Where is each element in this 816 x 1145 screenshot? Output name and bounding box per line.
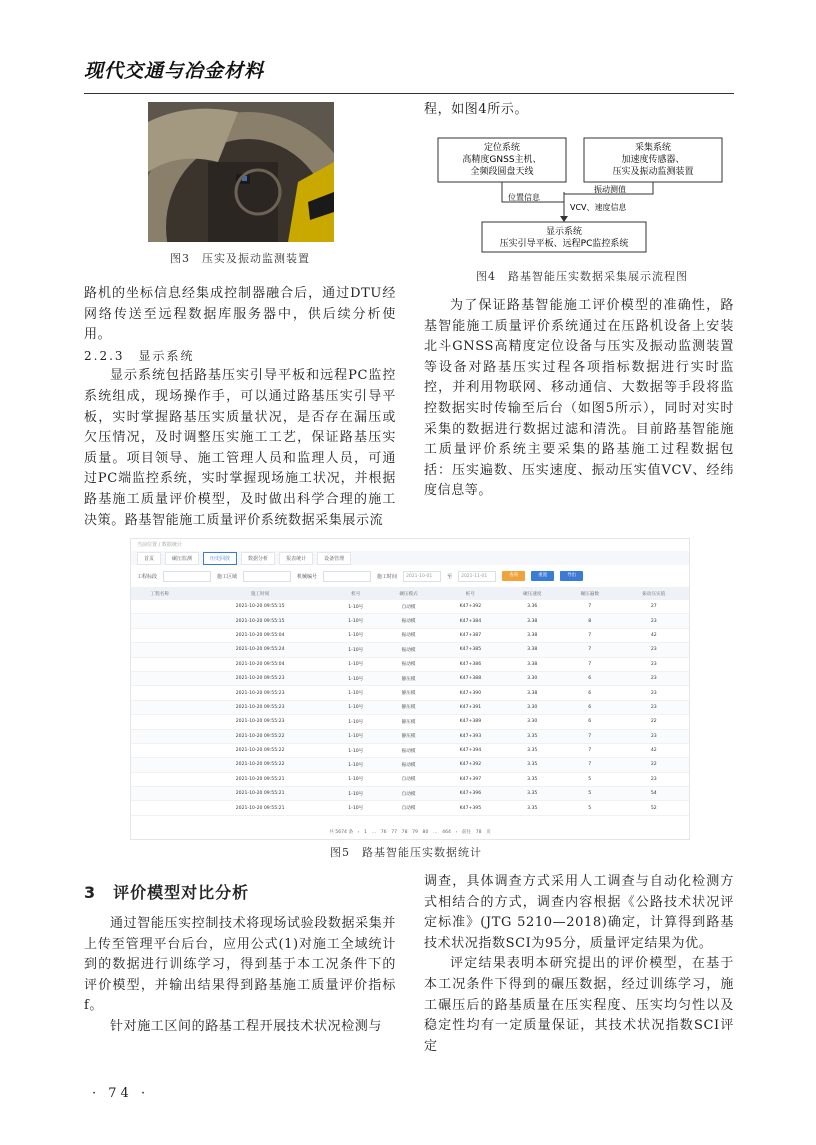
label-vibration: 振动测值 [594, 185, 626, 194]
table-cell: 3.38 [504, 614, 562, 628]
section-3-right-paragraph-1: 调查，具体调查方式采用人工调查与自动化检测方式相结合的方式，调查内容根据《公路技术状况评定标准》(JTG 5210—2018)确定，计算得到路基技术状况指数SCI为95分，质量评定结果为优。 [424, 874, 734, 951]
table-cell: 7 [561, 657, 619, 671]
display-system-line2: 压实引导平板、远程PC监控系统 [499, 239, 629, 249]
table-cell: 1-10号 [332, 729, 380, 743]
screenshot-tabs [131, 551, 689, 565]
col-header: 工程名称 [131, 587, 189, 600]
table-cell: 1-10号 [332, 657, 380, 671]
table-cell: 7 [561, 729, 619, 743]
position-system-line3: 全频段圆盘天线 [470, 167, 534, 177]
table-cell: 静压模 [380, 700, 438, 714]
section-3-right-paragraph-2: 评定结果表明本研究提出的评价模型，在基于本工况条件下得到的碾压数据，经过训练学习，施工碾压后的路基质量在压实程度、压实均匀性以及稳定性均有一定质量保证，其技术状况指数SCI评定 [424, 956, 734, 1054]
table-cell: 1-10号 [332, 715, 380, 729]
left-paragraph-1: 路机的坐标信息经集成控制器融合后，通过DTU经网络传送至远程数据库服务器中，供后续分析使用。 [84, 286, 396, 343]
table-cell [131, 686, 189, 700]
screenshot-tab: 历史回放 [203, 552, 237, 565]
table-cell: 1-10号 [332, 600, 380, 614]
table-cell: 3.38 [504, 643, 562, 657]
table-cell [131, 700, 189, 714]
section-3-paragraph-2: 针对施工区间的路基工程开展技术状况检测与 [110, 1018, 383, 1034]
table-cell: K47+392 [437, 600, 503, 614]
figure-4-caption: 图4 路基智能压实数据采集展示流程图 [476, 270, 688, 283]
table-cell [131, 743, 189, 757]
screenshot-filters [131, 565, 689, 587]
header-rule [84, 93, 734, 94]
table-cell: 2021-10-20 09:55:23 [189, 671, 332, 685]
table-cell: 5 [561, 787, 619, 801]
table-cell: 2021-10-20 09:55:21 [189, 787, 332, 801]
table-cell: 6 [561, 700, 619, 714]
table-row [131, 614, 689, 628]
compactor-drum-image [148, 102, 334, 242]
table-cell [131, 729, 189, 743]
table-cell [131, 671, 189, 685]
table-cell: 1-10号 [332, 643, 380, 657]
figure-5-caption: 图5 路基智能压实数据统计 [330, 846, 482, 859]
table-cell: 7 [561, 628, 619, 642]
table-cell: K47+396 [437, 787, 503, 801]
table-cell: 3.35 [504, 729, 562, 743]
table-cell: 52 [619, 801, 690, 815]
screenshot-tab: 首页 [137, 552, 161, 565]
table-cell: 2021-10-20 09:55:22 [189, 743, 332, 757]
table-cell: 2021-10-20 09:55:22 [189, 758, 332, 772]
table-cell: 27 [619, 600, 690, 614]
table-cell: 静压模 [380, 715, 438, 729]
table-cell: 1-10号 [332, 787, 380, 801]
table-cell: 3.36 [504, 600, 562, 614]
table-cell: 23 [619, 643, 690, 657]
table-cell: 7 [561, 758, 619, 772]
table-cell: 7 [561, 643, 619, 657]
table-cell: 振动模 [380, 657, 438, 671]
filter-select [163, 571, 211, 582]
table-row [131, 657, 689, 671]
table-cell: 静压模 [380, 671, 438, 685]
screenshot-breadcrumb: 当前位置 / 数据统计 [137, 542, 182, 548]
table-cell [131, 715, 189, 729]
table-cell: 振动模 [380, 743, 438, 757]
table-cell: 1-10号 [332, 801, 380, 815]
table-cell: 23 [619, 700, 690, 714]
table-cell: 3.35 [504, 772, 562, 786]
table-cell: 3.38 [504, 628, 562, 642]
right-paragraph-1: 为了保证路基智能施工评价模型的准确性，路基智能施工质量评价系统通过在压路机设备上安装北斗GNSS高精度定位设备与压实及振动监测装置等设备对路基压实过程各项指标数据进行实时监控，并利用物联网、移动通信、大数据等手段将监控数据实时传输至后台（如图5所示），同时对实时采集的数据进行数据过滤和清洗。目前路基智能施工质量评价系统主要采集的路基施工过程数据包括：压实遍数、压实速度、振动压实值VCV、经纬度信息等。 [424, 298, 734, 499]
table-cell: 1-10号 [332, 758, 380, 772]
table-cell: 2021-10-20 09:55:24 [189, 643, 332, 657]
table-cell: 2021-10-20 09:55:22 [189, 729, 332, 743]
right-column-top [424, 296, 734, 502]
table-cell: 1-10号 [332, 772, 380, 786]
table-row [131, 600, 689, 614]
table-row [131, 787, 689, 801]
label-position-info: 位置信息 [508, 193, 540, 202]
screenshot-tab: 碾压监测 [165, 552, 199, 565]
table-cell: 42 [619, 628, 690, 642]
collection-system-line3: 压实及振动监测装置 [612, 167, 694, 177]
table-cell: 3.30 [504, 715, 562, 729]
table-cell: 1-10号 [332, 686, 380, 700]
table-cell [131, 758, 189, 772]
table-cell [131, 600, 189, 614]
table-cell: 23 [619, 657, 690, 671]
table-cell: 1-10号 [332, 671, 380, 685]
table-cell: 3.38 [504, 686, 562, 700]
page-number: · 74 · [92, 1086, 150, 1101]
col-header: 碾压模式 [380, 587, 438, 600]
table-cell: 自动模 [380, 787, 438, 801]
filter-label: 施工区域 [217, 573, 238, 580]
table-cell: 静压模 [380, 729, 438, 743]
table-cell: 振动模 [380, 628, 438, 642]
table-cell: 振动模 [380, 758, 438, 772]
table-cell: 1-10号 [332, 628, 380, 642]
table-cell [131, 628, 189, 642]
table-cell: K47+395 [437, 801, 503, 815]
table-cell: 2021-10-20 09:55:04 [189, 657, 332, 671]
section-3-left [84, 914, 396, 1038]
right-paragraph-0-text: 程，如图4所示。 [424, 102, 529, 117]
table-row [131, 758, 689, 772]
collection-system-line2: 加速度传感器、 [621, 155, 685, 165]
table-cell: 3.30 [504, 671, 562, 685]
query-button: 查询 [502, 571, 525, 581]
position-system-title: 定位系统 [483, 143, 521, 153]
date-sep: 至 [447, 573, 453, 580]
table-cell: 3.35 [504, 743, 562, 757]
table-cell: K47+392 [437, 758, 503, 772]
table-row [131, 729, 689, 743]
table-cell: K47+384 [437, 614, 503, 628]
table-cell: 2021-10-20 09:55:21 [189, 801, 332, 815]
filter-select [243, 571, 291, 582]
table-cell: K47+394 [437, 743, 503, 757]
col-header: 施工时间 [189, 587, 332, 600]
table-cell: K47+389 [437, 715, 503, 729]
collection-system-title: 采集系统 [634, 143, 672, 153]
table-cell: 自动模 [380, 600, 438, 614]
table-cell [131, 772, 189, 786]
table-cell: 1-10号 [332, 743, 380, 757]
table-cell: 7 [561, 743, 619, 757]
export-button: 导出 [560, 571, 583, 581]
left-column-top [84, 284, 396, 531]
col-header: 桩号 [437, 587, 503, 600]
table-cell [131, 801, 189, 815]
table-cell [131, 643, 189, 657]
table-cell: 3.35 [504, 787, 562, 801]
figure-4-flowchart [424, 126, 734, 260]
table-cell: 5 [561, 801, 619, 815]
left-paragraph-2: 显示系统包括路基压实引导平板和远程PC监控系统组成，现场操作手，可以通过路基压实引导平板，实时掌握路基压实质量状况，是否存在漏压或欠压情况，及时调整压实施工工艺，保证路基压实质量。项目领导、施工管理人员和监理人员，可通过PC端监控系统，实时掌握现场施工状况，并根据路基施工质量评价模型，及时做出科学合理的施工决策。路基智能施工质量评价系统数据采集展示流 [84, 368, 396, 528]
col-header: 碾压速度 [504, 587, 562, 600]
table-cell: 42 [619, 743, 690, 757]
journal-title: 现代交通与冶金材料 [84, 60, 265, 82]
table-cell: K47+386 [437, 657, 503, 671]
section-3-paragraph-1: 通过智能压实控制技术将现场试验段数据采集并上传至管理平台后台，应用公式(1)对施工全域统计到的数据进行训练学习，得到基于本工况条件下的评价模型，并输出结果得到路基施工质量评价指标f。 [84, 916, 396, 1014]
table-row [131, 772, 689, 786]
table-row [131, 715, 689, 729]
filter-select [323, 571, 371, 582]
table-cell: K47+390 [437, 686, 503, 700]
table-cell: 5 [561, 772, 619, 786]
col-header: 机号 [332, 587, 380, 600]
table-cell: 2021-10-20 09:55:15 [189, 600, 332, 614]
arrow-head [560, 216, 568, 222]
filter-label: 工程标段 [137, 573, 158, 580]
display-system-title: 显示系统 [545, 227, 583, 237]
table-cell: 7 [561, 600, 619, 614]
table-cell: 3.35 [504, 758, 562, 772]
col-header: 碾压遍数 [561, 587, 619, 600]
table-cell: 1-10号 [332, 614, 380, 628]
section-3-right [424, 872, 734, 1057]
table-cell: 2021-10-20 09:55:04 [189, 628, 332, 642]
table-cell: 2021-10-20 09:55:23 [189, 715, 332, 729]
table-cell: 22 [619, 758, 690, 772]
position-system-line2: 高精度GNSS主机、 [462, 155, 542, 165]
table-row [131, 671, 689, 685]
table-row [131, 686, 689, 700]
table-cell: 6 [561, 715, 619, 729]
table-cell: 1-10号 [332, 700, 380, 714]
date-to: 2021-11-01 [458, 571, 496, 582]
screenshot-tab: 数据分析 [241, 552, 275, 565]
table-cell: 54 [619, 787, 690, 801]
figure-3-caption: 图3 压实及振动监测装置 [170, 252, 310, 265]
table-cell: 8 [561, 614, 619, 628]
screenshot-tab: 报表统计 [279, 552, 313, 565]
table-cell: 23 [619, 729, 690, 743]
subsection-heading: 2.2.3 显示系统 [84, 348, 195, 363]
table-cell: 自动模 [380, 801, 438, 815]
table-cell: K47+393 [437, 729, 503, 743]
table-cell: K47+391 [437, 700, 503, 714]
table-row [131, 643, 689, 657]
table-cell: 静压模 [380, 686, 438, 700]
table-cell: 23 [619, 614, 690, 628]
table-cell: 3.30 [504, 700, 562, 714]
reset-button: 重置 [531, 571, 554, 581]
date-from: 2021-10-01 [403, 571, 441, 582]
figure-5-screenshot [130, 538, 690, 840]
table-cell: 22 [619, 715, 690, 729]
table-cell: 2021-10-20 09:55:23 [189, 700, 332, 714]
table-cell: K47+388 [437, 671, 503, 685]
pagination: 共 5674 条 ‹ 1 … 76 77 78 79 80 … 464 › 前往 78 页 [329, 830, 491, 835]
filter-label: 施工时间 [377, 573, 398, 580]
figure-3-photo [148, 102, 334, 242]
table-row [131, 801, 689, 815]
table-cell: 2021-10-20 09:55:15 [189, 614, 332, 628]
table-row [131, 700, 689, 714]
filter-label: 机械编号 [297, 573, 318, 580]
table-cell: 自动模 [380, 772, 438, 786]
table-row [131, 628, 689, 642]
table-cell: K47+397 [437, 772, 503, 786]
table-cell: 23 [619, 671, 690, 685]
table-cell [131, 787, 189, 801]
table-cell: 振动模 [380, 643, 438, 657]
table-cell: K47+385 [437, 643, 503, 657]
table-cell: 振动模 [380, 614, 438, 628]
table-cell: 3.38 [504, 657, 562, 671]
table-cell: 6 [561, 686, 619, 700]
table-cell: 23 [619, 686, 690, 700]
table-cell [131, 614, 189, 628]
col-header: 振动压实值 [619, 587, 690, 600]
section-3-heading: 3 评价模型对比分析 [84, 883, 250, 902]
table-header-row [131, 587, 689, 600]
data-table [131, 587, 689, 816]
label-vcv: VCV、速度信息 [570, 203, 627, 212]
table-cell: K47+387 [437, 628, 503, 642]
table-cell: 6 [561, 671, 619, 685]
table-cell: 3.35 [504, 801, 562, 815]
table-cell: 23 [619, 772, 690, 786]
screenshot-tab: 设备管理 [317, 552, 351, 565]
table-row [131, 743, 689, 757]
table-cell: 2021-10-20 09:55:21 [189, 772, 332, 786]
table-cell: 2021-10-20 09:55:23 [189, 686, 332, 700]
table-cell [131, 657, 189, 671]
right-paragraph-0 [424, 100, 734, 121]
